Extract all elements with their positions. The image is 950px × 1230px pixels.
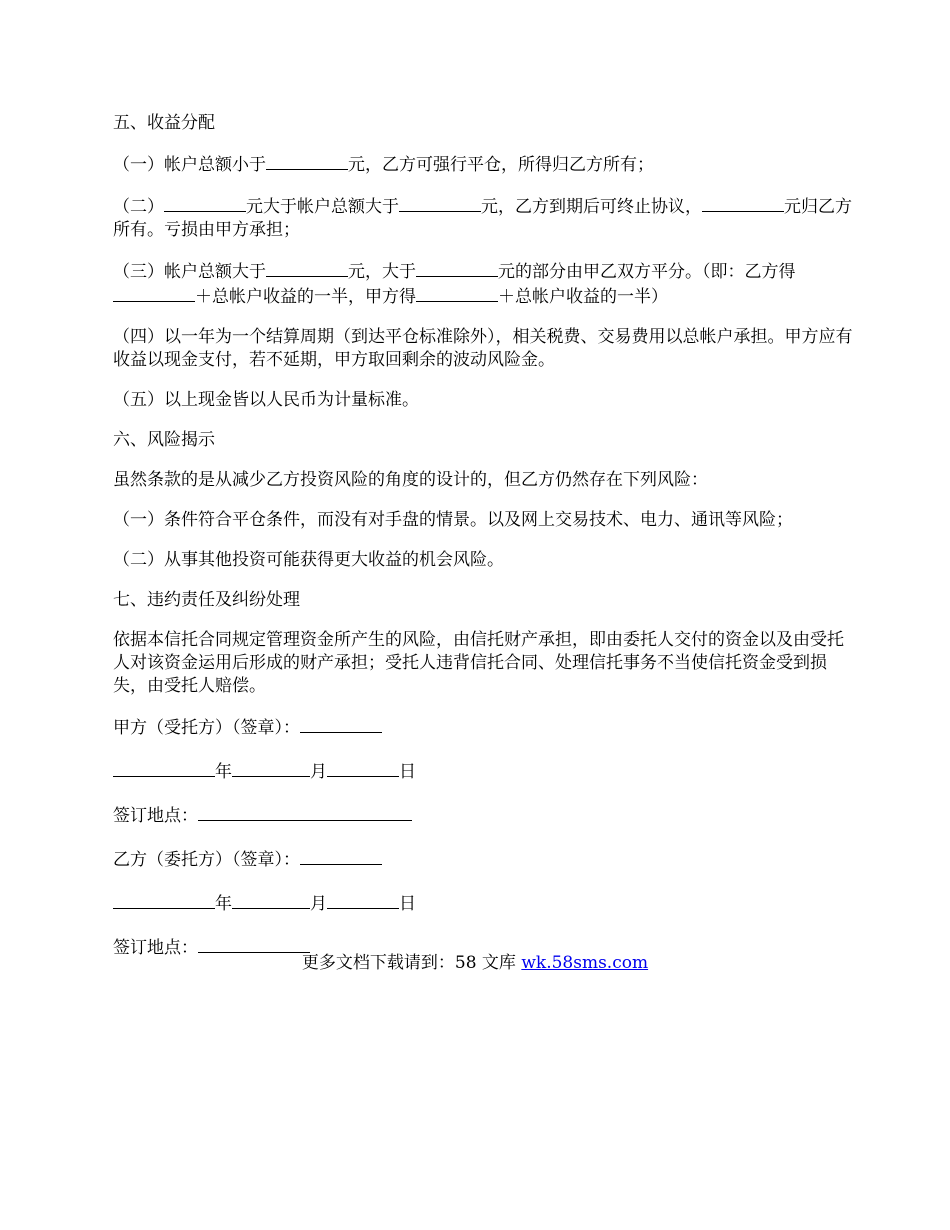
section-5-item-3: [113, 259, 858, 309]
section-5-heading: 五、收益分配: [113, 113, 215, 133]
blank-line: [164, 194, 246, 212]
text-span: 元，乙方到期后可终止协议，: [481, 197, 702, 217]
section-6-item-2: （二）从事其他投资可能获得更大收益的机会风险。: [113, 550, 504, 570]
text-span: 元的部分由甲乙双方平分。（即：乙方得: [498, 262, 796, 282]
blank-line: [232, 891, 310, 909]
section-7-body: 依据本信托合同规定管理资金所产生的风险，由信托财产承担，即由委托人交付的资金以及由受托人对该资金运用后形成的财产承担；受托人违背信托合同、处理信托事务不当使信托资金受到损失，由受托人赔偿。: [113, 630, 844, 696]
text-span: 日: [399, 762, 416, 782]
section-6-heading: 六、风险揭示: [113, 430, 215, 450]
blank-line: [300, 715, 382, 733]
text-span: （一）帐户总额小于: [113, 155, 266, 175]
blank-line: [416, 284, 498, 302]
blank-line: [113, 284, 195, 302]
text-span: 元，大于: [348, 262, 416, 282]
footer-text: 更多文档下载请到：58 文库: [301, 953, 522, 973]
blank-line: [300, 847, 382, 865]
text-span: （三）帐户总额大于: [113, 262, 266, 282]
text-span: 乙方（委托方）（签章）：: [113, 850, 300, 870]
blank-line: [198, 803, 412, 821]
text-span: ＋总帐户收益的一半）: [498, 287, 668, 307]
blank-line: [113, 759, 215, 777]
footer-link[interactable]: wk.58sms.com: [521, 953, 649, 973]
document-body: [113, 112, 858, 979]
section-5-item-1: [113, 152, 858, 177]
section-5-item-5: （五）以上现金皆以人民币为计量标准。: [113, 390, 419, 410]
blank-line: [416, 259, 498, 277]
text-span: 元，乙方可强行平仓，所得归乙方所有；: [348, 155, 654, 175]
text-span: 签订地点：: [113, 938, 198, 958]
text-span: 元归乙方所有。亏损由甲方承担；: [113, 197, 852, 240]
blank-line: [266, 259, 348, 277]
footer: [0, 952, 950, 975]
text-span: 甲方（受托方）（签章）：: [113, 718, 300, 738]
party-a-date: [113, 759, 858, 784]
text-span: 年: [215, 762, 232, 782]
section-7-heading: 七、违约责任及纠纷处理: [113, 590, 300, 610]
section-5-item-4: （四）以一年为一个结算周期（到达平仓标准除外），相关税费、交易费用以总帐户承担。甲方应有收益以现金支付，若不延期，甲方取回剩余的波动风险金。: [113, 327, 853, 370]
section-5-item-2: [113, 194, 858, 242]
text-span: 签订地点：: [113, 806, 198, 826]
blank-line: [327, 759, 399, 777]
blank-line: [232, 759, 310, 777]
party-b-signature: [113, 847, 858, 872]
text-span: 日: [399, 894, 416, 914]
text-span: ＋总帐户收益的一半，甲方得: [195, 287, 416, 307]
party-a-signature: [113, 715, 858, 740]
section-6-intro: 虽然条款的是从减少乙方投资风险的角度的设计的，但乙方仍然存在下列风险：: [113, 470, 708, 490]
party-a-place: [113, 803, 858, 828]
blank-line: [113, 891, 215, 909]
blank-line: [702, 194, 784, 212]
text-span: 月: [310, 762, 327, 782]
text-span: 元大于帐户总额大于: [246, 197, 399, 217]
blank-line: [266, 152, 348, 170]
text-span: 年: [215, 894, 232, 914]
blank-line: [399, 194, 481, 212]
section-6-item-1: （一）条件符合平仓条件，而没有对手盘的情景。以及网上交易技术、电力、通讯等风险；: [113, 510, 793, 530]
text-span: （二）: [113, 197, 164, 217]
blank-line: [198, 935, 310, 953]
text-span: 月: [310, 894, 327, 914]
party-b-date: [113, 891, 858, 916]
blank-line: [327, 891, 399, 909]
